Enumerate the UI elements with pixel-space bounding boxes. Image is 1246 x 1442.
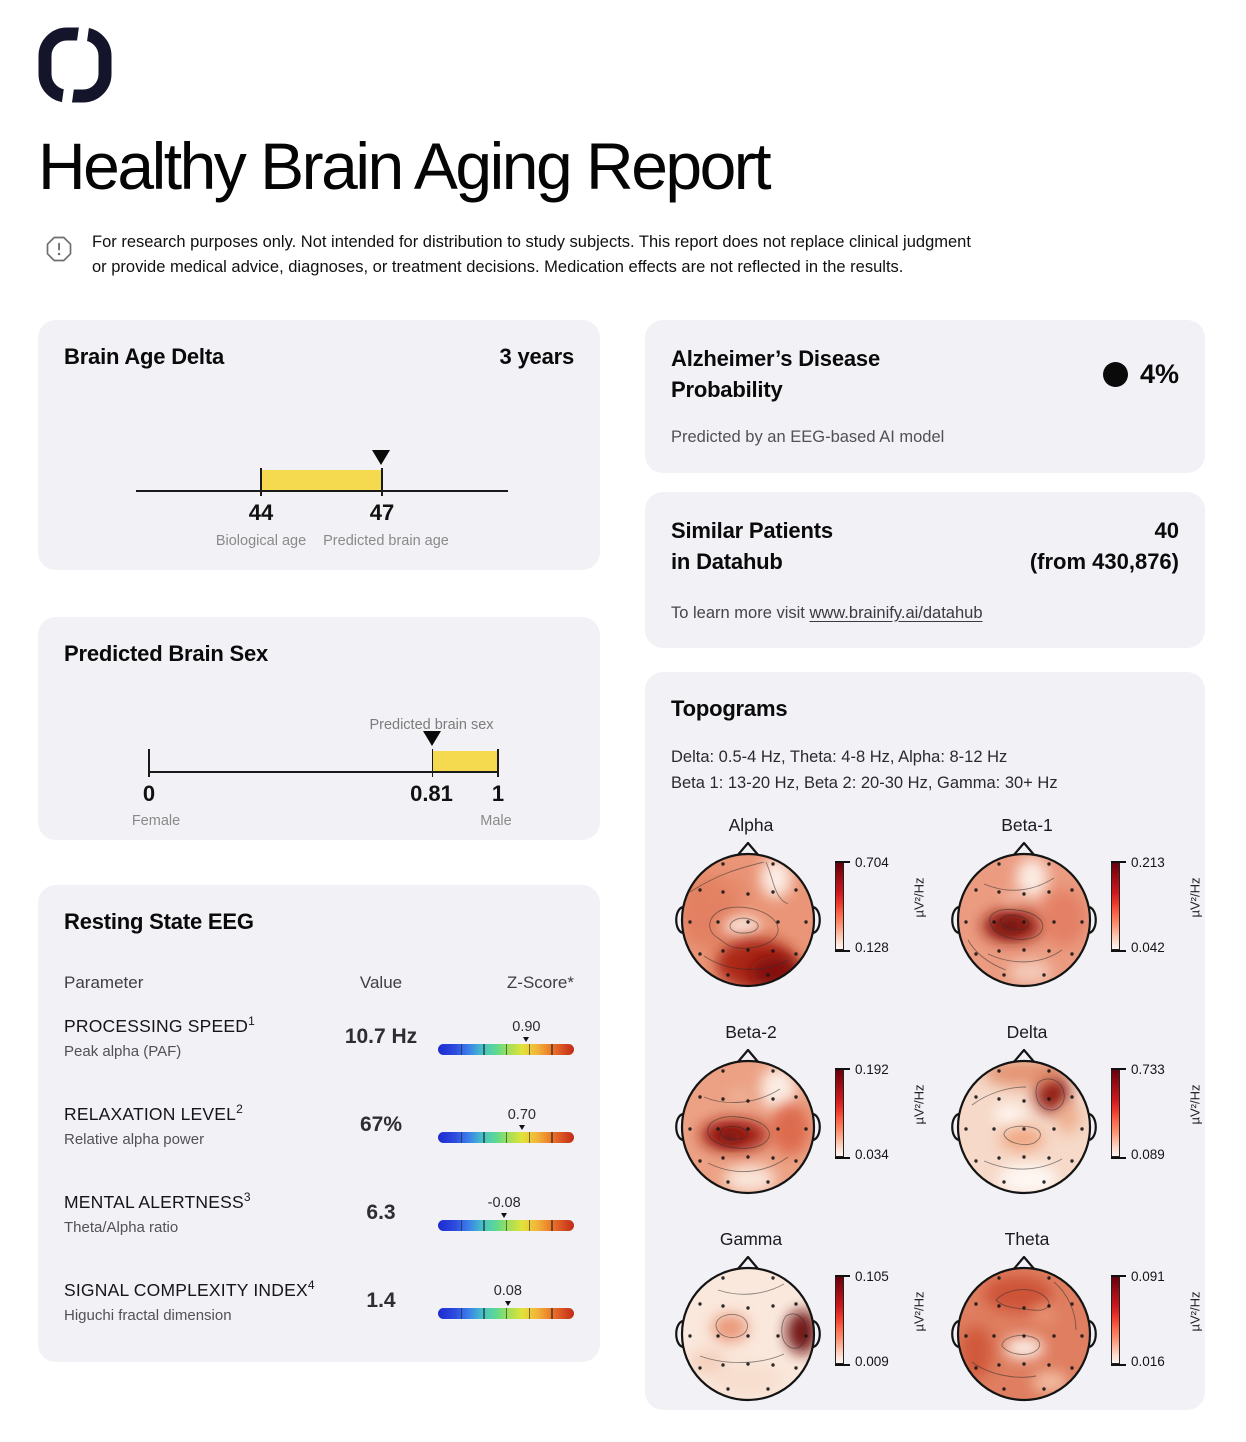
probability-dot-icon: [1103, 362, 1128, 387]
topomap-alpha: [671, 840, 831, 992]
topograms-band-legend: Delta: 0.5-4 Hz, Theta: 4-8 Hz, Alpha: 8-12 Hz Beta 1: 13-20 Hz, Beta 2: 20-30 Hz, Gamma: 30+ Hz: [671, 748, 1058, 793]
topogram-band-label: Theta: [1004, 1228, 1050, 1249]
eeg-parameter-desc: Peak alpha (PAF): [64, 1042, 182, 1060]
datahub-note: To learn more visit www.brainify.ai/datahub: [671, 603, 983, 622]
eeg-parameter-value: 67%: [359, 1113, 403, 1136]
colorbar-unit-label: µV²/Hz: [911, 1291, 927, 1332]
topomap-beta-1: [947, 840, 1107, 992]
eeg-col-zscore: Z-Score*: [506, 973, 574, 992]
topogram-band-label: Gamma: [719, 1228, 783, 1249]
eeg-row-mental-alertness: [64, 1169, 574, 1257]
eeg-row-signal-complexity-index: [64, 1257, 574, 1345]
zscore-gauge: [438, 1015, 574, 1059]
datahub-link[interactable]: www.brainify.ai/datahub: [809, 603, 983, 622]
eeg-parameter-name: SIGNAL COMPLEXITY INDEX$^4$: [64, 1278, 315, 1300]
zscore-marker-icon: [519, 1125, 525, 1130]
colorbar-max-value: 0.213: [1131, 854, 1165, 870]
topogram-panel-beta-1: [947, 815, 1223, 992]
topomap-delta: [947, 1047, 1107, 1199]
predicted-brain-sex-card: [38, 617, 600, 840]
colorbar-min-value: 0.034: [855, 1146, 889, 1162]
zscore-marker-icon: [523, 1037, 529, 1042]
topogram-band-label: Beta-1: [1001, 814, 1053, 835]
topogram-colorbar: [1107, 840, 1217, 990]
eeg-parameter-value: 6.3: [366, 1201, 396, 1224]
sex-min-caption: Female: [131, 813, 181, 829]
brain-sex-title: Predicted Brain Sex: [64, 641, 269, 666]
page-title: Healthy Brain Aging Report: [38, 129, 770, 203]
zscore-marker-icon: [505, 1301, 511, 1306]
topogram-colorbar: [831, 1047, 941, 1197]
similar-patients-count: 40 (from 430,876): [1029, 518, 1179, 574]
heat-colorbar: [1111, 862, 1120, 950]
sex-min-value: 0: [142, 781, 156, 806]
heat-colorbar: [835, 1069, 844, 1157]
zscore-gauge: [438, 1103, 574, 1147]
colorbar-unit-label: µV²/Hz: [1187, 877, 1203, 918]
colorbar-unit-label: µV²/Hz: [1187, 1291, 1203, 1332]
eeg-title: Resting State EEG: [64, 909, 254, 934]
zscore-value: 0.90: [512, 1019, 541, 1035]
topogram-colorbar: [831, 1254, 941, 1404]
eeg-parameter-value: 1.4: [366, 1289, 396, 1312]
topograms-card: [645, 672, 1205, 1410]
eeg-table-header: [64, 973, 574, 993]
similar-patients-title: Similar Patients in Datahub: [671, 518, 833, 574]
eeg-parameter-name: PROCESSING SPEED$^1$: [64, 1014, 255, 1036]
biological-age-caption: Biological age: [215, 533, 307, 549]
topogram-panel-alpha: [671, 815, 947, 992]
heat-colorbar: [1111, 1276, 1120, 1364]
eeg-col-parameter: Parameter: [64, 973, 144, 992]
eeg-col-value: Value: [359, 973, 403, 992]
zscore-value: 0.08: [493, 1283, 522, 1299]
topogram-panel-theta: [947, 1229, 1223, 1406]
topogram-panel-beta-2: [671, 1022, 947, 1199]
brain-age-delta-value: 3 years: [499, 344, 574, 369]
biological-age-value: 44: [248, 500, 274, 525]
disclaimer-text: For research purposes only. Not intended for distribution to study subjects. This report does not replace clinical judgment or provide medical advice, diagnoses, or treatment decisions. Medication effects are not reflected in the results.: [92, 233, 971, 276]
topomap-beta-2: [671, 1047, 831, 1199]
colorbar-max-value: 0.105: [855, 1268, 889, 1284]
eeg-parameter-desc: Relative alpha power: [64, 1130, 205, 1148]
brain-sex-marker-label: Predicted brain sex: [369, 717, 494, 733]
colorbar-unit-label: µV²/Hz: [911, 877, 927, 918]
warning-octagon-icon: [46, 230, 72, 280]
predicted-age-value: 47: [369, 500, 395, 525]
eeg-parameter-name: MENTAL ALERTNESS$^3$: [64, 1190, 251, 1212]
colorbar-max-value: 0.091: [1131, 1268, 1165, 1284]
eeg-parameter-name: RELAXATION LEVEL$^2$: [64, 1102, 243, 1124]
brain-age-delta-card: [38, 320, 600, 570]
alzheimers-probability-value: 4%: [1139, 359, 1179, 390]
colorbar-min-value: 0.042: [1131, 939, 1165, 955]
similar-patients-card: [645, 492, 1205, 648]
sex-max-value: 1: [491, 781, 505, 806]
colorbar-unit-label: µV²/Hz: [1187, 1084, 1203, 1125]
colorbar-min-value: 0.016: [1131, 1353, 1165, 1369]
topogram-panel-delta: [947, 1022, 1223, 1199]
zscore-value: 0.70: [507, 1107, 536, 1123]
eeg-parameter-value: 10.7 Hz: [344, 1025, 418, 1048]
topogram-band-label: Beta-2: [725, 1021, 777, 1042]
zscore-marker-icon: [501, 1213, 507, 1218]
brain-sex-range-bar: [432, 751, 499, 771]
brain-age-title: Brain Age Delta: [64, 344, 225, 369]
topogram-colorbar: [831, 840, 941, 990]
topogram-band-label: Alpha: [728, 814, 774, 835]
brainify-logo-icon: [38, 27, 112, 103]
topogram-band-label: Delta: [1006, 1021, 1048, 1042]
colorbar-max-value: 0.192: [855, 1061, 889, 1077]
brain-age-range-bar: [260, 470, 381, 490]
heat-colorbar: [835, 1276, 844, 1364]
topomap-gamma: [671, 1254, 831, 1406]
zscore-value: -0.08: [487, 1195, 521, 1211]
sex-max-caption: Male: [480, 813, 512, 829]
alzheimers-title: Alzheimer’s Disease Probability: [671, 346, 880, 402]
heat-colorbar: [835, 862, 844, 950]
topogram-panel-gamma: [671, 1229, 947, 1406]
resting-state-eeg-card: [38, 885, 600, 1362]
topograms-title: Topograms: [671, 696, 788, 721]
eeg-row-relaxation-level: [64, 1081, 574, 1169]
colorbar-max-value: 0.704: [855, 854, 889, 870]
predicted-age-caption: Predicted brain age: [323, 533, 449, 549]
zscore-gauge: [438, 1279, 574, 1323]
topogram-colorbar: [1107, 1047, 1217, 1197]
predicted-sex-marker-icon: [423, 731, 441, 746]
alzheimers-subtitle: Predicted by an EEG-based AI model: [671, 427, 945, 446]
colorbar-min-value: 0.009: [855, 1353, 889, 1369]
topogram-colorbar: [1107, 1254, 1217, 1404]
zscore-gauge: [438, 1191, 574, 1235]
alzheimers-probability-card: [645, 320, 1205, 473]
brain-age-axis: [64, 370, 574, 549]
disclaimer: [46, 230, 1046, 280]
eeg-row-processing-speed: [64, 993, 574, 1081]
colorbar-unit-label: µV²/Hz: [911, 1084, 927, 1125]
predicted-age-marker-icon: [372, 450, 390, 465]
heat-colorbar: [1111, 1069, 1120, 1157]
colorbar-max-value: 0.733: [1131, 1061, 1165, 1077]
sex-predicted-value: 0.81: [410, 781, 453, 806]
colorbar-min-value: 0.128: [855, 939, 889, 955]
topomap-theta: [947, 1254, 1107, 1406]
colorbar-min-value: 0.089: [1131, 1146, 1165, 1162]
eeg-parameter-desc: Theta/Alpha ratio: [64, 1218, 179, 1236]
eeg-parameter-desc: Higuchi fractal dimension: [64, 1306, 232, 1324]
brain-sex-axis: [64, 667, 574, 829]
